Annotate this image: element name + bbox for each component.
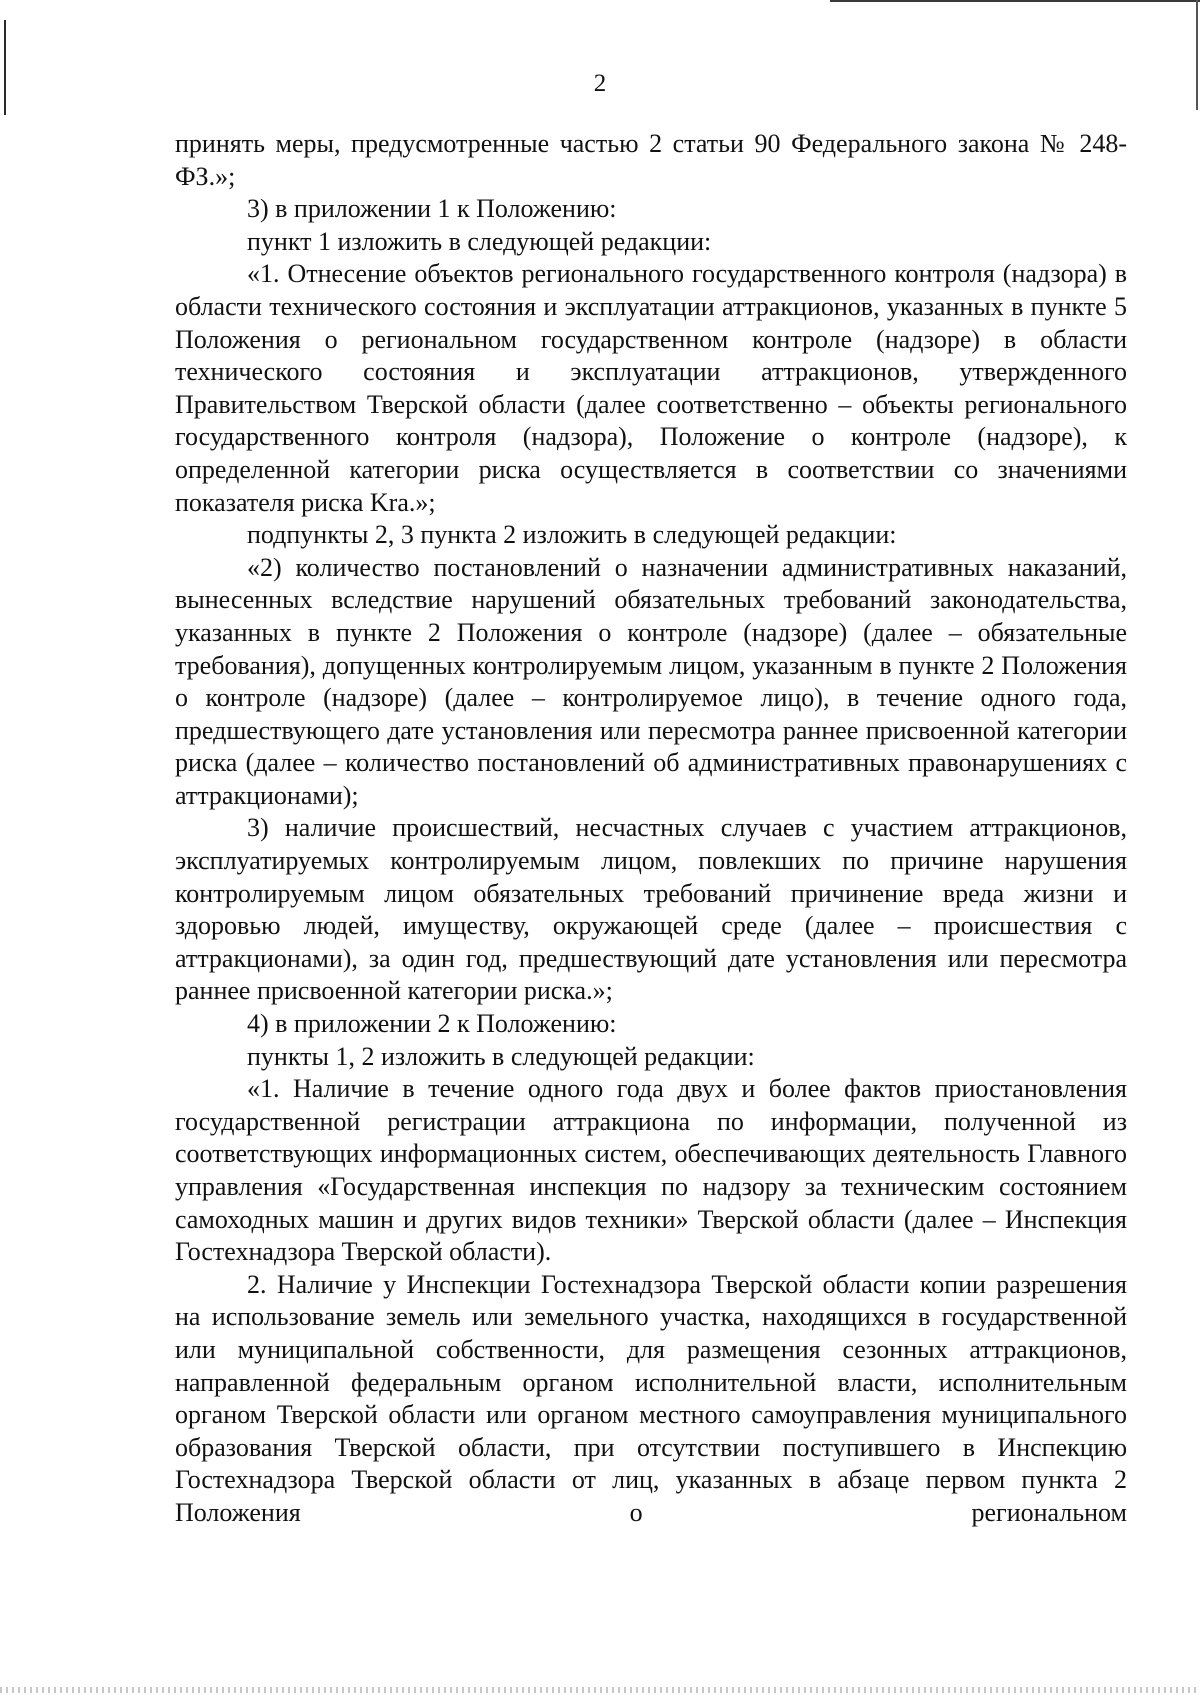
paragraph-instruction: подпункты 2, 3 пункта 2 изложить в следующей редакции:: [247, 520, 897, 550]
paragraph-quote-3: 3) наличие происшествий, несчастных случаев с участием аттракционов, эксплуатируемых контролируемым лицом, повлекших по причине нарушения контролируемым лицом обязательных требований причинение вреда жизни и здоровью людей, имуществу, окружающей среде (далее – происшествия с аттракционами), за один год, предшествующий дате установления или пересмотра раннее присвоенной категории риска.»;: [175, 813, 1127, 1006]
scan-edge-bottom: [0, 1687, 1200, 1693]
paragraph-item-4: 4) в приложении 2 к Положению:: [247, 1009, 617, 1039]
paragraph-instruction: пункты 1, 2 изложить в следующей редакции:: [247, 1041, 755, 1071]
page-number: 2: [593, 70, 607, 97]
paragraph-appendix2-point1: «1. Наличие в течение одного года двух и более фактов приостановления государственной регистрации аттракциона по информации, полученной из соответствующих информационных систем, обеспечивающих деятельность Главного управления «Государственная инспекция по надзору за техническим состоянием самоходных машин и других видов техники» Тверской области (далее – Инспекция Гостехнадзора Тверской области).: [175, 1074, 1127, 1267]
paragraph-continuation: принять меры, предусмотренные частью 2 статьи 90 Федерального закона № 248-ФЗ.»;: [175, 129, 1127, 191]
document-body: [175, 128, 1127, 1530]
scan-edge-left: [4, 20, 6, 115]
scan-edge-top: [830, 0, 1200, 2]
paragraph-quote-1: «1. Отнесение объектов регионального государственного контроля (надзора) в области технического состояния и эксплуатации аттракционов, указанных в пункте 5 Положения о региональном государственном контроле (надзоре) в области технического состояния и эксплуатации аттракционов, утвержденного Правительством Тверской области (далее соответственно – объекты регионального государственного контроля (надзора), Положение о контроле (надзоре), к определенной категории риска осуществляется в соответствии со значениями показателя риска Kra.»;: [175, 259, 1127, 517]
paragraph-item-3: 3) в приложении 1 к Положению:: [247, 194, 617, 224]
paragraph-appendix2-point2: 2. Наличие у Инспекции Гостехнадзора Тверской области копии разрешения на использование земель или земельного участка, находящихся в государственной или муниципальной собственности, для размещения сезонных аттракционов, направленной федеральным органом исполнительной власти, исполнительным органом Тверской области или органом местного самоуправления муниципального образования Тверской области, при отсутствии поступившего в Инспекцию Гостехнадзора Тверской области от лиц, указанных в абзаце первом пункта 2 Положения о региональном: [175, 1269, 1127, 1527]
paragraph-quote-2: «2) количество постановлений о назначении административных наказаний, вынесенных вследствие нарушений обязательных требований законодательства, указанных в пункте 2 Положения о контроле (надзоре) (далее – обязательные требования), допущенных контролируемым лицом, указанным в пункте 2 Положения о контроле (надзоре) (далее – контролируемое лицо), в течение одного года, предшествующего дате установления или пересмотра раннее присвоенной категории риска (далее – количество постановлений об административных правонарушениях с аттракционами);: [175, 552, 1127, 810]
paragraph-instruction: пункт 1 изложить в следующей редакции:: [247, 226, 712, 256]
